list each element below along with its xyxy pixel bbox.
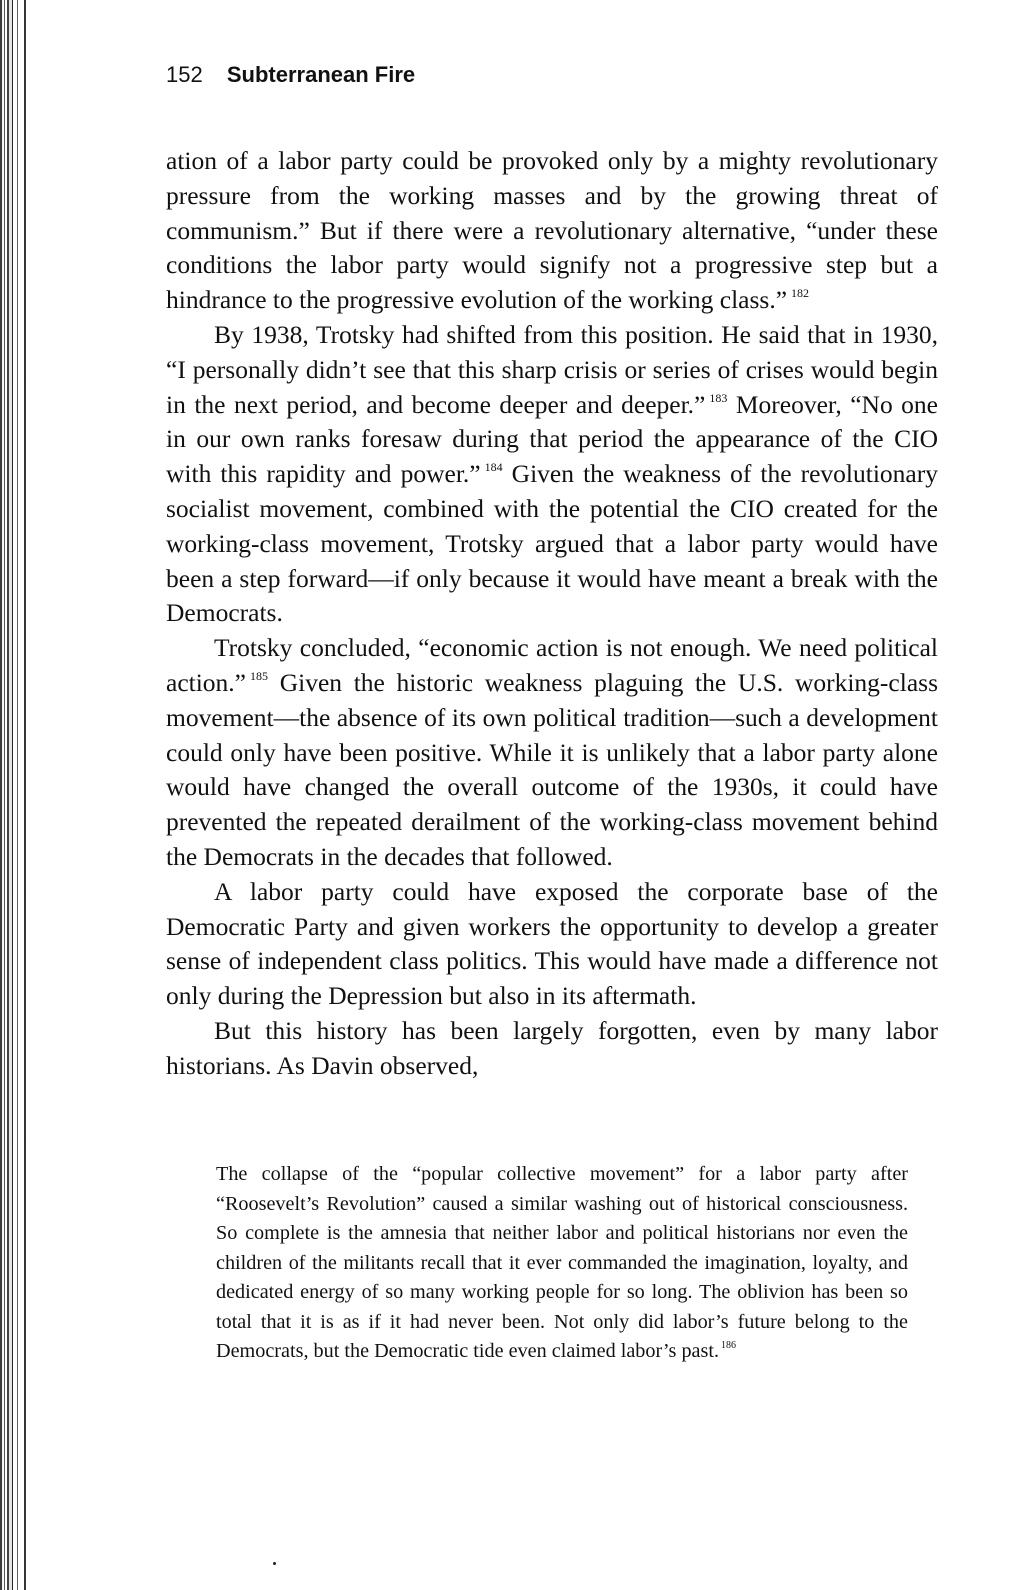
footnote-ref: 186 — [721, 1340, 737, 1351]
paragraph-text: Moreover, “No one in our own ranks foresaw during that period the appearance of the CIO with this rapidity and power.” — [166, 389, 938, 489]
footnote-ref: 184 — [484, 460, 503, 475]
paragraph: A labor party could have exposed the corporate base of the Democratic Party and given workers the opportunity to develop a greater sense of independent class politics. This would have made a difference not only during the Depression but also in its aftermath. — [166, 876, 938, 1011]
book-spine-edge — [0, 0, 42, 1590]
book-title: Subterranean Fire — [226, 62, 416, 87]
block-quote — [216, 1160, 908, 1367]
paragraph: But this history has been largely forgotten, even by many labor historians. As Davin observed, — [166, 1015, 938, 1080]
body-text — [166, 144, 938, 1084]
paragraph-continued — [166, 144, 938, 318]
footnote-ref: 183 — [709, 390, 728, 405]
paragraph — [166, 318, 938, 631]
footnote-ref: 185 — [250, 668, 268, 683]
quote-text: The collapse of the “popular collective movement” for a labor party after “Roosevelt’s Revolution” caused a similar washing out of historical consciousness. So complete is the amnesia that neither labor and political historians nor even the children of the militants recall that it ever commanded the imagination, loyalty, and dedicated energy of so many working people for so long. The oblivion has been so total that it is as if it had never been. Not only did labor’s future belong to the Democrats, but the Democratic tide even claimed labor’s past. — [216, 1163, 908, 1362]
paragraph-text: Trotsky concluded, “economic action is not enough. We need political action.” — [166, 633, 938, 697]
paragraph-text: ation of a labor party could be provoked only by a mighty revolutionary pressure from the working masses and by the growing threat of communism.” But if there were a revolutionary alternative, “under these conditions the labor party would signify not a progressive step but a hindrance to the progressive evolution of the working class.” — [166, 146, 938, 315]
paragraph-text: Given the weakness of the revolutionary socialist movement, combined with the potential the CIO created for the working-class movement, Trotsky argued that a labor party would have been a step forward—if only because it would have meant a break with the Democrats. — [166, 459, 938, 628]
scan-speck — [273, 1562, 276, 1565]
paragraph-text: Given the historic weakness plaguing the U.S. working-class movement—the absence of its own political tradition—such a development could only have been positive. While it is unlikely that a labor party alone would have changed the overall outcome of the 1930s, it could have prevented the repeated derailment of the working-class movement behind the Democrats in the decades that followed. — [166, 667, 938, 871]
running-header — [166, 62, 415, 88]
page-number: 152 — [166, 62, 203, 87]
paragraph — [166, 631, 938, 875]
paragraph-text: By 1938, Trotsky had shifted from this position. He said that in 1930, “I personally didn’t see that this sharp crisis or series of crises would begin in the next period, and become deeper and deeper.” — [166, 319, 938, 419]
footnote-ref: 182 — [791, 286, 810, 301]
